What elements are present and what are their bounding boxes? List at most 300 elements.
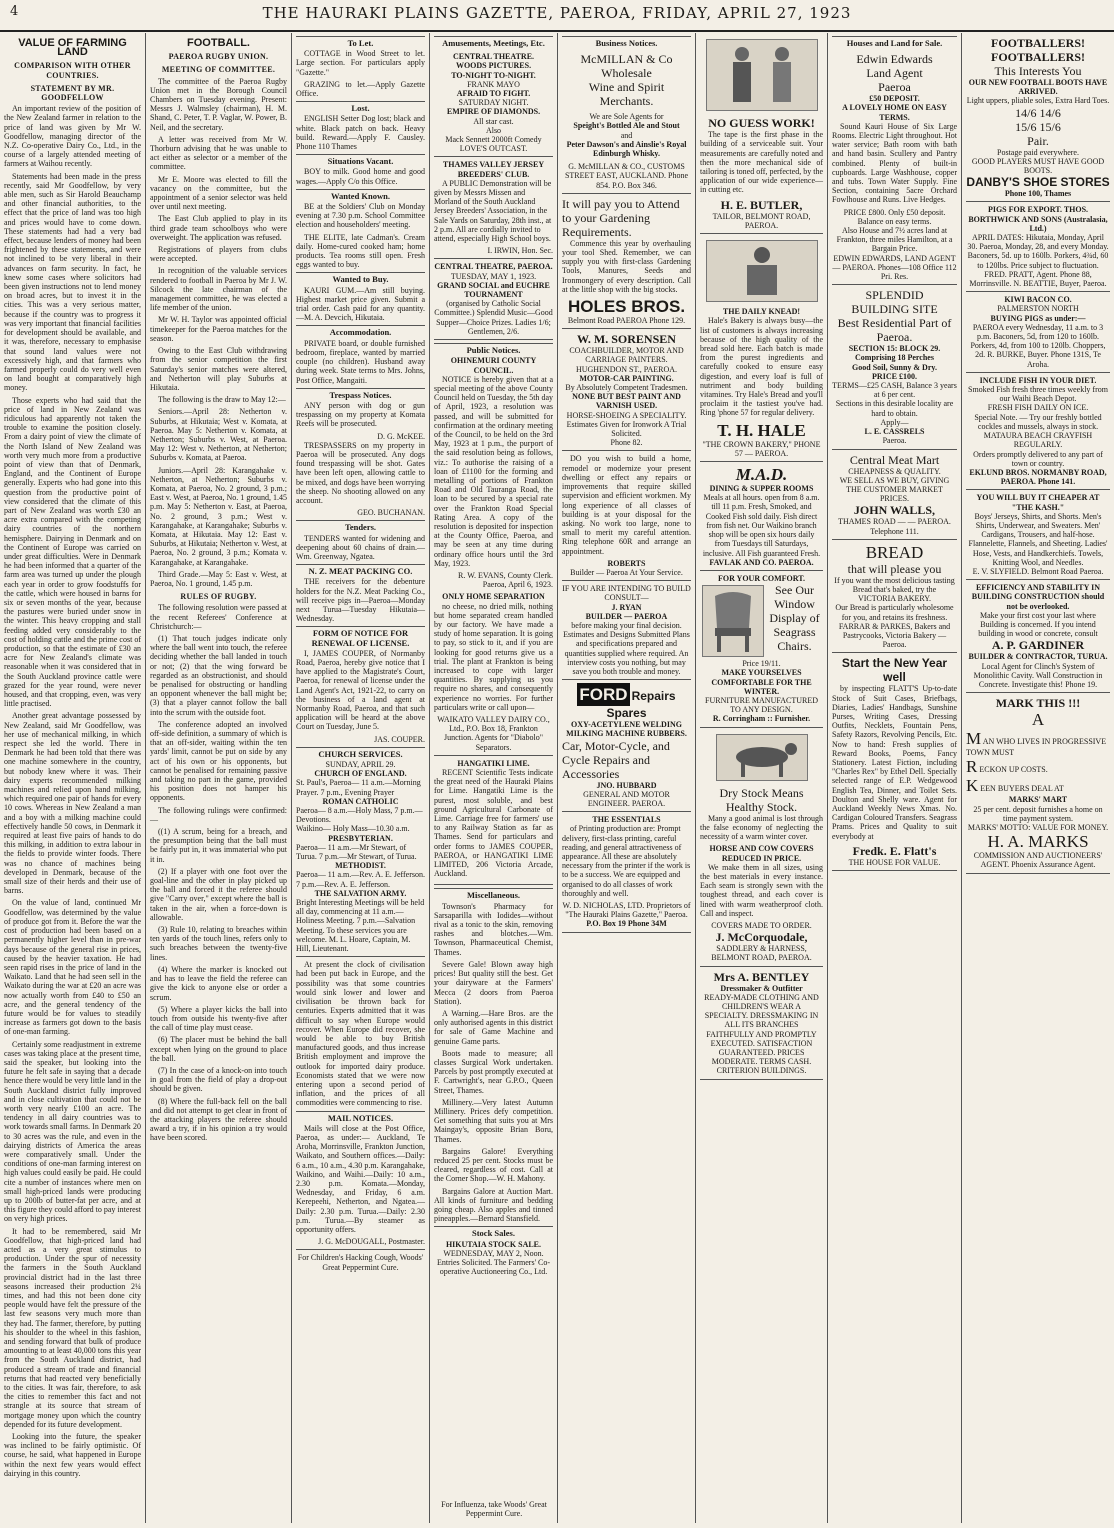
pictures-name: WOODS PICTURES. bbox=[455, 61, 532, 71]
edwards-ad bbox=[832, 49, 957, 285]
rules-subhead: RULES OF RUGBY. bbox=[180, 592, 257, 602]
houses-heading: Houses and Land for Sale. bbox=[832, 36, 957, 48]
separation-signature: WAIKATO VALLEY DAIRY CO., Ltd., P.O. Box 18, Frankton Junction. Agents for "Diabolo" Separators. bbox=[437, 715, 550, 752]
farming-subhead-2: STATEMENT BY MR. GOODFELLOW bbox=[30, 83, 115, 103]
church-date: SUNDAY, APRIL 29. bbox=[325, 760, 396, 770]
football-para: Juniors.—April 28: Karangahake v. Netherton, at Netherton; Suburbs v. Komata, at Paeroa, No. 2 ground, 3 p.m.; East v. West, at Paeroa, No. 1 ground, 1.45 p.m. May 5: Netherton v. East, at Paeroa, No. 2 ground, 3 p.m.; West v. Karangahake, at Karangahake; Suburbs v. Komata, at Hikutaia. May 12: East v. Suburbs, at Hikutaia; Netherton v. West, at Paeroa, No. 2 ground, 3 p.m.; Komata v. Karangahake, at Karangahake. bbox=[150, 465, 287, 567]
comfort-ad bbox=[700, 571, 823, 728]
gardiner-body: Local Agent for Clinch's System of Monolithic Cavity. Wall Construction in Concrete. Investigate this! Phone 19. bbox=[973, 661, 1103, 689]
film-line: Mack Sennett 2000ft Comedy LOVE'S OUTCAST. bbox=[445, 135, 542, 154]
bread-ad bbox=[832, 540, 957, 654]
kiwi-bacon-ad bbox=[966, 292, 1110, 373]
kash-body: Boys' Jerseys, Shirts, and Shorts. Men's Shirts, Underwear, and Sweaters. Men' Cardigans, Trousers, and half-hose. Flannelette, Flannels, and Sheeting. Ladies' Hose, Vests, and Handkerchiefs. Towels, Knitting Wool, and Needles. bbox=[968, 511, 1108, 567]
walls-name: JOHN WALLS, bbox=[853, 503, 936, 518]
covers-heading: HORSE AND COW COVERS REDUCED IN PRICE. bbox=[709, 844, 814, 863]
sorensen-line: MOTOR-CAR PAINTING. bbox=[579, 373, 674, 383]
farming-headline: VALUE OF FARMING LAND bbox=[18, 37, 127, 59]
dining-heading: DINING & SUPPER ROOMS bbox=[709, 484, 814, 494]
farming-para: It had to be remembered, said Mr Goodfellow, that high-priced land had acted as a very great stimulus to production. Under the spur of necessity the farmers in the South Auckland provincial district had in the last three seasons increased their production 2¼ times, and had this not been done city people would have felt the pressure of the last few seasons very much more than they had. The farmer, therefore, by putting his shoulder to the wheel in this fashion, and sending forward that bulk of produce amounting to at least 40,000 tons this year from the South Auckland district, had produced a stream of trade and financial returns that had reacted very beneficially to the cities. It was fair, therefore, to ask the cities to remember this fact and not strangle at its source that stream of mortgage money upon which the country depended for its future development. bbox=[4, 1226, 141, 1429]
ford-line: OXY-ACETYLENE WELDING bbox=[571, 720, 682, 730]
knead-body: Hale's Bakery is always busy—the list of customers is always increasing because of the high quality of the bread sold here. Each batch is made from the purest ingredients and carefully cooked to ensure easy digestion, and every loaf is full of nutriment and body building vitamines. Try Hale's Bread and you'll proclaim it the tastiest you've had. Ring 'phone 57 for regular delivery. bbox=[700, 316, 823, 418]
football-para: Owing to the East Club withdrawing from the senior competition the first Saturday's senior matches were altered, and Netherton will play Suburbs at Hikutaia. bbox=[150, 346, 287, 392]
soil: Good Soil, Sunny & Dry. bbox=[852, 362, 937, 372]
misc-ad: Townson's Pharmacy for Sarsaparilla with Iodides—without rival as a tonic to the skin, removing rashes and blotches.—Wm. Townson, Pharmaceutical Chemist, Thames. bbox=[434, 901, 553, 957]
victoria-body: Our Bread is particularly wholesome for you, and retains its freshness. bbox=[835, 603, 954, 622]
farming-para: Statements had been made in the press recently, said Mr Goodfellow, by very able men, such as Sir Harold Beauchamp and other financial authorities, to the effect that the price of land was too high and prices would have to come down. These statements had had a very bad effect, because lenders of money had been frightened by these statements, and were not inclined to be very liberal in their advances on farm security. In fact, he knew some cases where solicitors had been given instructions not to lend money on broad acres, but to invest it in the cities. This was a very serious matter, because if the country was to progress it was very important that financial facilities for development should be available, and it was, therefore, necessary to emphasise that sound land values were not excessively high, and that farmers who farmed properly could do very well even on land bought at comparatively high money. bbox=[4, 171, 141, 393]
mail-signature: J. G. McDOUGALL, Postmaster. bbox=[318, 1237, 425, 1247]
ford-line: MILKING MACHINE RUBBERS. bbox=[566, 729, 687, 739]
boot-price: 15/6 bbox=[1039, 119, 1061, 134]
mcmillan-body: and bbox=[620, 130, 633, 140]
situations-heading: Situations Vacant. bbox=[296, 154, 425, 166]
farming-para: On the value of land, continued Mr Goodfellow, was determined by the value of produce got from it. Before the war the cost of production had been based on a permanently higher level than in pre-war days because of the general rise in prices, caused by the heavier taxation. He had seen rapid rises in the price of land in the Waikato. Land that he had seen sell in the Waikato during the war at £20 an acre was now actually worth from £40 to £50 an acre, and the general tendency of the future would be for values to steadily increase as farmers got down to the basis of one-man farming. bbox=[4, 898, 141, 1037]
pigs-heading: PIGS FOR EXPORT. THOS. BORTHWICK AND SONS (Australasia, Ltd.) bbox=[968, 205, 1108, 233]
council-heading: OHINEMURI COUNTY COUNCIL. bbox=[450, 356, 537, 375]
council-signature: R. W. EVANS, County Clerk. Paeroa, April 6, 1923. bbox=[458, 570, 553, 590]
apply: Apply— bbox=[880, 417, 909, 427]
football-subhead-2: MEETING OF COMMITTEE. bbox=[161, 65, 276, 75]
ford-repairs: Repairs Spares bbox=[606, 689, 676, 721]
chair-illustration bbox=[702, 585, 764, 657]
rules-para: The following resolution were passed at the recent Referees' Conference at Christchurch:— bbox=[150, 603, 287, 631]
mark-letter: R bbox=[966, 757, 978, 777]
edwards-line: Paeroa bbox=[878, 80, 911, 95]
column-ads-8 bbox=[962, 33, 1114, 1523]
kash-ad bbox=[966, 490, 1110, 580]
home-price: PRICE £800. Only £50 deposit. Balance on easy terms. bbox=[843, 207, 946, 226]
meat-mart-ad bbox=[832, 450, 957, 540]
home-heading: A LOVELY HOME ON EASY TERMS. bbox=[842, 103, 947, 122]
flatt-name: Fredk. E. Flatt's bbox=[852, 843, 937, 858]
mark-line bbox=[966, 776, 1110, 795]
cassrels: L. E. CASSRELS bbox=[864, 427, 925, 437]
ford-ad bbox=[562, 680, 691, 812]
kash-signature: E. V. SLYFIELD. Belmont Road Paeroa. bbox=[972, 566, 1104, 576]
hale-ad bbox=[700, 234, 823, 462]
masthead bbox=[0, 4, 1114, 30]
football-para: The committee of the Paeroa Rugby Union met in the Borough Council Chambers on Tuesday evening. Present: Messrs J. Walmsley (chairman), H. M. Shand, C. Peter, T. P. Vaglar, W. Power, B. Neil, and the secretary. bbox=[150, 76, 287, 132]
column-classifieds bbox=[292, 33, 430, 1523]
mark-line bbox=[966, 757, 1110, 776]
essentials-box: P.O. Box 19 Phone 34M bbox=[586, 919, 667, 929]
trespass-heading: Trespass Notices. bbox=[296, 388, 425, 400]
roberts-name: ROBERTS bbox=[607, 558, 646, 568]
mcmillan-body: We are Sole Agents for bbox=[589, 112, 664, 122]
flatt-ad bbox=[832, 653, 957, 871]
dining-body: Meals at all hours. open from 8 a.m. till 11 p.m. Fresh, Smoked, and Cooked Fish sold daily. Fish direct from fish net. Our Waikino branch shop will be open six hours daily from Tuesdays till Saturdays, inclusive. All Fish guaranteed Fresh. bbox=[702, 493, 821, 558]
theatre-ad bbox=[434, 49, 553, 157]
classified-ad: ENGLISH Setter Dog lost; black and white. Black patch on back. Heavy build. Reward.—Apply F. Causley. Phone 110 Thames bbox=[296, 114, 425, 152]
football-para: The following is the draw to May 12:— bbox=[158, 395, 286, 405]
church-service: Paeroa— 11 a.m.—Mr Stewart, of Turua. 7 p.m.—Mr Stewart, of Turua. bbox=[296, 842, 417, 862]
business-heading: Business Notices. bbox=[562, 36, 691, 48]
boots-prices bbox=[966, 106, 1110, 134]
saddlery-ad bbox=[700, 728, 823, 967]
knead-heading: THE DAILY KNEAD! bbox=[722, 307, 801, 317]
rules-para: (7) In the case of a knock-on into touch in goal from the field of play a drop-out should be given. bbox=[150, 1065, 287, 1094]
edwards-signature: EDWIN EDWARDS, LAND AGENT — PAEROA. Phones—108 Office 112 Pri. Res. bbox=[832, 253, 957, 282]
bentley-sub: Dressmaker & Outfitter bbox=[720, 983, 803, 993]
football-para: Registrations of players from clubs were accepted. bbox=[150, 245, 287, 264]
flatt-sub: THE HOUSE FOR VALUE. bbox=[848, 857, 941, 867]
lime-body: RECENT Scientific Tests indicate the great need of the Hauraki Plains for Lime. Hangatiki Lime is the purest, most soluble, and best ground Agricultural Carbonate of Lime. Carriage free for farmers' use to any Railway Station as far as Thames. Send for particulars and order forms to JAMES COUPER, PAEROA, or HANGATIKI LIME LIMITED, 206 Victoria Arcade, Auckland. bbox=[434, 768, 553, 879]
trespass-signature: D. G. McKEE. bbox=[377, 431, 425, 441]
misc-ad: Bargains Galore! Everything reduced 25 per cent. Stocks must be cleared, regardless of cost. Call at the Corner Shop.—W. H. Mahony. bbox=[434, 1146, 553, 1184]
sorensen-line: HORSE-SHOEING A SPECIALITY. bbox=[566, 410, 687, 420]
mark-sub: 25 per cent. deposit furnishes a home on time payment system. bbox=[973, 804, 1103, 823]
licence-signature: JAS. COUPER. bbox=[374, 734, 425, 744]
mark-text: EEN BUYERS DEAL AT bbox=[980, 784, 1064, 794]
mark-text: MARKS' MART bbox=[1008, 795, 1068, 805]
lost-heading: Lost. bbox=[296, 101, 425, 113]
rules-para: ((1) A scrum, being for a breach, and the presumption being that the ball must be fairly put in, it was immaterial who put it in. bbox=[150, 827, 287, 864]
interests: This Interests You bbox=[994, 64, 1082, 78]
horse-illustration bbox=[716, 734, 808, 781]
church-denomination: CHURCH OF ENGLAND. bbox=[314, 769, 407, 779]
jersey-ad bbox=[434, 157, 553, 259]
roberts-body: DO you wish to build a home, remodel or modernize your present dwelling or effect any repairs or improvements that require skilled supervision and efficient workmen. My long experience of all classes of building is at your disposal for the asking. No work too large, none to small to merit my careful attention. Ring telephone 60R and arrange an appointment. bbox=[562, 454, 691, 556]
football-para: Mr W. H. Taylor was appointed official timekeeper for the Paeroa matches for the season. bbox=[150, 315, 287, 343]
council-notice: NOTICE is hereby given that at a special meeting of the above County Council held on Tuesday, the 5th day of April, 1923, a resolution was passed, and will be submitted for confirmation at the ordinary meeting of the Council, to be held on the 3rd May, 1923 at 1 p.m., the purport of the said resolution being as follows, viz.: To authorise the raising of a loan of £1100 for the forming and metalling of portions of Frankton Road and Old Tauranga Road, the loan to be secured by a special rate over the Frankton Road Special Rating Area. A copy of the resolution is deposited for inspection at the County Office, Paeroa, and may be seen at any time during ordinary office hours until the 3rd May, 1923. bbox=[434, 374, 553, 568]
jersey-body: A PUBLIC Demonstration will be given by Messrs Missen and Morland of the South Auckland Jersey Breeders' Association, in the Sale Yards on Saturday, 28th inst., at 2 p.m. All are cordially invited to attend, especially High School boys. bbox=[434, 178, 552, 244]
bread-heading: BREAD bbox=[865, 542, 924, 562]
butler-sub: TAILOR, BELMONT ROAD, PAEROA. bbox=[712, 211, 811, 230]
edwards-line: Edwin Edwards bbox=[856, 52, 933, 67]
gardiner-ad bbox=[966, 580, 1110, 693]
football-para: Mr E. Moore was elected to fill the vacancy on the committee, but the appointment of a senior selector was held over until next meeting. bbox=[150, 174, 287, 212]
mcmillan-line: Merchants. bbox=[599, 94, 654, 109]
farming-para: Looking into the future, the speaker was inclined to be fairly optimistic. Of course, he said, what happened in Europe within the next few years would effect dairying in this country. bbox=[4, 1432, 141, 1478]
hubbard-sub: GENERAL AND MOTOR ENGINEER. PAEROA. bbox=[583, 789, 670, 808]
ford-services: Car, Motor-Cycle, and Cycle Repairs and Accessories bbox=[562, 738, 670, 781]
buying: BUYING PIGS as under:— bbox=[990, 313, 1086, 323]
column-ads-7 bbox=[828, 33, 962, 1523]
divider bbox=[296, 956, 425, 957]
church-service: Bright Interesting Meetings will be held all day, commencing at 11 a.m.—Holiness Meeting. 7 p.m.—Salvation Meeting. To these services you are welcome. M. L. Hoare, Captain, M. Hill, Lieutenant. bbox=[296, 898, 425, 954]
essentials-ad bbox=[562, 812, 691, 932]
licence-heading: FORM OF NOTICE FOR RENEWAL OF LICENSE. bbox=[296, 626, 425, 647]
efficiency-heading: EFFICIENCY AND STABILITY IN BUILDING CONSTRUCTION should not be overlooked. bbox=[971, 583, 1105, 611]
mcmillan-signature: G. McMILLAN & CO., CUSTOMS STREET EAST, AUCKLAND. Phone 854. P.O. Box 346. bbox=[564, 162, 689, 190]
film-line: FRANK MAYO bbox=[467, 79, 520, 89]
ryan-ad bbox=[562, 581, 691, 680]
football-para: A letter was received from Mr W. Thorburn advising that he was unable to act either as selector or a member of the committee. bbox=[150, 134, 287, 172]
misc-ad: A Warning.—Hare Bros. are the only authorised agents in this district for sale of Game Machine and genuine Game parts. bbox=[434, 1008, 553, 1046]
footballers: FOOTBALLERS! bbox=[990, 50, 1086, 64]
mail-notice: Mails will close at the Post Office, Paeroa, as under:— Auckland, Te Aroha, Morrinsville, Frankton Junction, Waikato, and Southern offices.—Daily: 6 a.m., 10 a.m., 4.30 p.m. Karangahake, Waikino, and Waihi.—Daily: 10 a.m., 2.30 p.m. Komata.—Monday, Wednesday, and Friday, 6 a.m. Kerepeehi, Netherton, and Ngatea.—Daily: 2.30 p.m. Turua.—Daily: 2.30 p.m. Turua.—By steamer as opportunity offers. bbox=[296, 1123, 425, 1234]
church-service: Waikino— Holy Mass—10.30 a.m. bbox=[296, 824, 410, 834]
stock-heading: Stock Sales. bbox=[434, 1226, 553, 1238]
victoria-bakery: VICTORIA BAKERY. bbox=[857, 594, 932, 604]
civilisation-para: At present the clock of civilisation had been put back in Europe, and the possibility was that some countries would sink lower and lower and civilisation be thrown back for centuries. Experts admitted that it was difficult to say when Europe would recover. When Europe did recover, she would be able to buy British manufactured goods, and thus increase British employment and improve the outlook for imported dairy produce. Economists stated that we were now entering upon a second period of inflation, and the prices of all commodities were commencing to rise. bbox=[296, 960, 425, 1108]
church-heading: CHURCH SERVICES. bbox=[296, 747, 425, 759]
farrar: FARRAR & PARKES, Bakers and Pastrycooks, Victoria Bakery — Paeroa. bbox=[838, 621, 951, 650]
dining-signature: FAVLAK AND CO. PAEROA. bbox=[709, 557, 814, 567]
comfort-heading: FOR YOUR COMFORT. bbox=[717, 573, 806, 583]
comfort-line: FURNITURE MANUFACTURED TO ANY DESIGN. bbox=[705, 695, 818, 715]
church-denomination: PRESBYTERIAN. bbox=[328, 833, 393, 843]
rules-para: The conference adopted an involved off-side definition, a summary of which is that an off-sider, waiting within the ten yards' limit, cannot be put on side by any act of his own or his opponents, but cannot be penalised for remaining passive and taking no part in the game, provided his position does not hamper his opponents. bbox=[150, 719, 287, 803]
mcmillan-line: Wholesale bbox=[601, 66, 652, 81]
masthead-rule bbox=[0, 30, 1114, 32]
classified-ad: TENDERS wanted for widening and deepening about 60 chains of drain.—Wm. Greenway, Ngatea. bbox=[296, 533, 425, 561]
essentials-body: of Printing production are: Prompt delivery, first-class printing, careful reading, and general attractiveness of appearance. All these are absolutely necessary from the printer if the work is to be a success. We are equipped and organised to do all classes of work thoroughly and well. bbox=[562, 824, 691, 898]
misc-ad: Millinery.—Very latest Autumn Millinery. Prices defy competition. Get something that suits you at Mrs Maingay's, opposite Brian Boru, Thames. bbox=[434, 1097, 553, 1144]
influenza-ad: For Influenza, take Woods' Great Peppermint Cure. bbox=[434, 1500, 554, 1518]
mccorquodale-sub: SADDLERY & HARNESS, BELMONT ROAD, PAEROA. bbox=[711, 944, 812, 963]
stock-body: Entries Solicited. The Farmers' Co-operative Auctioneering Co., Ltd. bbox=[436, 1257, 551, 1277]
bentley-name: Mrs A. BENTLEY bbox=[713, 969, 810, 984]
classified-ad: GRAZING to let.—Apply Gazette Office. bbox=[296, 79, 425, 99]
sorensen-name: W. M. SORENSEN bbox=[577, 332, 676, 347]
stock-sale: HIKUTAIA STOCK SALE. bbox=[445, 1239, 542, 1249]
misc-ad: Severe Gale! Blown away high prices! But quality still the best. Get your dairyware at the Farmers' Mecca (2 doors from Paeroa Station). bbox=[434, 959, 553, 1006]
butler-body: The tape is the first phase in the building of a serviceable suit. Your measurements are carefully noted and then the more mechanical side of tailoring is toned off, perfected, by the application of our wide experience—in cutting etc. bbox=[700, 130, 823, 195]
separation-ad bbox=[434, 589, 553, 755]
marks-name: H. A. MARKS bbox=[987, 832, 1089, 852]
euchre-body: (organised by Catholic Social Committee.) Splendid Music—Good Supper—Choice Prizes. Ladies 1/6; Gentlemen, 2/6. bbox=[434, 299, 553, 336]
tolet-heading: To Let. bbox=[296, 36, 425, 48]
church-denomination: THE SALVATION ARMY. bbox=[314, 888, 407, 898]
separation-body: no cheese, no dried milk, nothing but home separated cream handled by our factory. We have made a study of home separation. It is going to pay, so stick to it, and if you are looking for good returns give us a trial. The plant at Frankton is being increased to cope with larger quantities. By supplying us you require no shares, and consequently experience no worries. For further particulars write or call upon— bbox=[434, 601, 553, 712]
lime-heading: HANGATIKI LIME. bbox=[457, 758, 530, 768]
classified-ad: ANY person with dog or gun trespassing on my property at Komata Reefs will be prosecuted. bbox=[296, 400, 425, 429]
sorensen-line: Phone 82. bbox=[610, 438, 643, 448]
public-notices-heading: Public Notices. bbox=[434, 343, 553, 355]
film-line: AFRAID TO FIGHT. bbox=[456, 89, 531, 99]
mcmillan-body: Peter Dawson's and Ainslie's Royal Edinburgh Whisky. bbox=[566, 139, 687, 159]
baker-illustration bbox=[706, 240, 818, 302]
butler-name: H. E. BUTLER, bbox=[720, 197, 803, 212]
football-para: In recognition of the valuable services rendered to football in Paeroa by Mr J. W. Silcock the late chairman of the management committee, he was elected a life member of the union. bbox=[150, 266, 287, 313]
mark-line bbox=[966, 729, 1110, 757]
sorensen-line: NONE BUT BEST PAINT AND VARNISH USED. bbox=[572, 392, 681, 411]
church-service: St. Paul's, Paeroa— 11 a.m.—Morning Prayer. 7 p.m., Evening Prayer bbox=[296, 778, 421, 797]
bentley-ad bbox=[700, 967, 823, 1080]
ryan-heading: IF YOU ARE INTENDING TO BUILD CONSULT— bbox=[562, 584, 691, 603]
church-denomination: METHODIST. bbox=[335, 861, 386, 871]
farming-para: An important review of the position of the New Zealand farmer in relation to the price of land was given by Mr W. Goodfellow, managing director of the N.Z. Co-operative Dairy Co., Ltd., in the course of a largely attended meeting of farmers at Waihou recently. bbox=[4, 104, 141, 169]
section-sub: Comprising 18 Perches bbox=[855, 353, 934, 363]
site-price: PRICE £100. bbox=[872, 371, 917, 381]
holes-heading: It will pay you to Attend to your Gardening Requirements. bbox=[562, 196, 680, 239]
fish-notice: Special Note. — Try our freshly bottled cockles and mussels, always in stock. bbox=[974, 412, 1102, 431]
tonight: TO-NIGHT TO-NIGHT. bbox=[451, 70, 536, 80]
classified-ad: KAURI GUM.—Am still buying. Highest market price given. Submit a trial order. Cash paid for any quantity.—M. A. Devcich, Hikutaia. bbox=[296, 285, 425, 323]
farming-para: Certainly some readjustment in extreme cases was taking place at the present time, said the speaker, but looking into the future he felt safe in saying that a decade hence there would be very little land in the South Auckland district fully improved and in close cultivation that could not be worth very nearly £100 an acre. The tendency in all dairy countries was to work towards small farms. In Denmark 20 to 30 acres was the rule, and even in the dairying districts of America the areas were comparatively small. Under the conditions of one-man farming interest on high values could easily be paid. He could cite a number of instances where men on small high-priced lands were producing up to 200lb of butter-fat per acre, and at this figure they could afford to pay interest on very high prices. bbox=[4, 1039, 141, 1224]
drystock-heading: Dry Stock Means Healthy Stock. bbox=[719, 785, 804, 814]
holes-ad bbox=[562, 194, 691, 329]
also: Also House and 7½ acres land at Frankton, three miles Hamilton, at a Bargain Price. bbox=[836, 226, 953, 254]
postage: Postage paid everywhere. bbox=[997, 147, 1079, 157]
comfort-body: See Our Window Display of Seagrass Chairs. bbox=[769, 583, 820, 654]
comfort-line: MAKE YOURSELVES COMFORTABLE FOR THE WINTER. bbox=[711, 668, 812, 696]
football-boots-ad bbox=[966, 33, 1110, 202]
mark-text: ECKON UP COSTS. bbox=[979, 765, 1048, 775]
column-ads-6 bbox=[696, 33, 828, 1523]
bread-subheading: that will please you bbox=[847, 561, 942, 576]
bread-body: If you want the most delicious tasting Bread that's baked, try the bbox=[834, 575, 955, 594]
hubbard-name: JNO. HUBBARD bbox=[596, 780, 657, 790]
sorensen-body: COACHBUILDER, MOTOR AND CARRIAGE PAINTERS. HUGHENDON ST., PAEROA. bbox=[569, 346, 684, 374]
film-line: Also bbox=[485, 125, 502, 135]
classified-ad: THE receivers for the debenture holders for the N.Z. Meat Packing Co., will receive pigs in—Paeroa—Monday next Turua—Tuesday Hikutaia—Wednesday. bbox=[296, 577, 425, 624]
church-service: Paeroa— 8 a.m.—Holy Mass, 7 p.m.—Devotions. bbox=[296, 806, 423, 825]
building-site-ad bbox=[832, 285, 957, 449]
church-service: Paeroa— 11 a.m.—Rev. A. E. Jefferson. 7 p.m.—Rev. A. E. Jefferson. bbox=[296, 870, 426, 889]
covers-body: We make them in all sizes, using the best materials in every instance. Each seam is strongly sewn with the toughest thread, and each cover is lined with warm weatherproof cloth. Call and inspect. bbox=[700, 862, 823, 918]
essentials-signature: W. D. NICHOLAS, LTD. Proprietors of "The Hauraki Plains Gazette," Paeroa. bbox=[562, 901, 691, 920]
football-para: Seniors.—April 28: Netherton v. Suburbs, at Hikutaia; West v. Komata, at Paeroa. May 5: Netherton v. Komata, at Netherton; Suburbs v. West, at Paeroa. May 12: West v. Netherton, at Netherton; Suburbs v. Komata, at Paeroa. bbox=[150, 407, 287, 463]
fish-ad bbox=[966, 373, 1110, 490]
meat-heading: Central Meat Mart bbox=[849, 452, 940, 467]
farming-body bbox=[4, 104, 141, 1478]
ryan-name: J. RYAN bbox=[611, 602, 642, 612]
holes-name: HOLES BROS. bbox=[567, 297, 686, 317]
column-amusements bbox=[430, 33, 558, 1523]
walls-sub: THAMES ROAD — — PAEROA. Telephone 111. bbox=[838, 517, 951, 536]
good-players: GOOD PLAYERS MUST HAVE GOOD BOOTS. bbox=[971, 156, 1105, 176]
wanted-known-heading: Wanted Known. bbox=[296, 189, 425, 201]
classified-ad: COTTAGE in Wood Street to let. Large section. For particulars apply "Gazette." bbox=[296, 49, 425, 77]
eklund: EKLUND BROS. NORMANBY ROAD, PAEROA. Phone 141. bbox=[969, 467, 1107, 487]
boot-price: 14/6 bbox=[1039, 105, 1061, 120]
accommodation-heading: Accommodation. bbox=[296, 325, 425, 337]
football-para: The East Club applied to play in its third grade team schoolboys who were overweight. The application was refused. bbox=[150, 214, 287, 242]
mail-heading: MAIL NOTICES. bbox=[296, 1111, 425, 1123]
euchre-venue: CENTRAL THEATRE, PAEROA. bbox=[434, 262, 553, 272]
fish-heading: INCLUDE FISH IN YOUR DIET. bbox=[979, 375, 1097, 385]
euchre-date: TUESDAY, MAY 1, 1923. bbox=[450, 271, 537, 281]
mccorquodale: J. McCorquodale, bbox=[715, 930, 808, 945]
pigs-ad bbox=[966, 202, 1110, 292]
meat-body: WE SELL AS WE BUY, GIVING THE CUSTOMER MARKET PRICES. bbox=[839, 475, 950, 504]
mark-letter: M bbox=[966, 729, 982, 749]
kiwi-sub: PALMERSTON NORTH bbox=[997, 304, 1079, 314]
meat-sub: CHEAPNESS & QUALITY. bbox=[848, 466, 941, 476]
section: SECTION 15: BLOCK 29. bbox=[848, 344, 941, 354]
misc-ad: Bargains Galore at Auction Mart. All kinds of furniture and bedding going cheap. Also apples and tinned pineapples.—Bernard Stansfield. bbox=[434, 1186, 553, 1224]
football-headline: FOOTBALL. bbox=[187, 37, 250, 49]
danby: DANBY'S SHOE STORES bbox=[966, 175, 1110, 190]
boots-sub: Light uppers, pliable soles, Extra Hard Toes. bbox=[966, 96, 1110, 106]
holes-address: Belmont Road PAEROA Phone 129. bbox=[567, 316, 686, 326]
deposit: £50 DEPOSIT. bbox=[869, 94, 920, 104]
sorensen-ad bbox=[562, 329, 691, 451]
buying-body: PAEROA every Wednesday, 11 a.m. to 3 p.m. Baconers, 5d, from 120 to 160lb. Porkers, 4d, from 100 to 120lb. Choppers, 2d. R. BURKE, Buyer. Phone 131S, Te Aroha. bbox=[970, 322, 1106, 369]
tailor-illustration bbox=[706, 39, 818, 111]
hale-sub: "THE CROWN BAKERY," PHONE 57 — PAEROA. bbox=[702, 439, 821, 458]
lime-ad bbox=[434, 756, 553, 886]
crayfish: MATAURA BEACH CRAYFISH REGULARLY. bbox=[983, 431, 1093, 450]
cassrels-sub: Paeroa. bbox=[882, 436, 907, 446]
cough-ad: For Children's Hacking Cough, Woods' Great Peppermint Cure. bbox=[297, 1253, 424, 1272]
film-line: SATURDAY NIGHT. bbox=[458, 98, 529, 108]
mark-letter: A bbox=[1031, 710, 1045, 730]
film-line: All star cast. bbox=[473, 116, 514, 126]
divider bbox=[296, 1249, 425, 1250]
site-line: SPLENDID bbox=[865, 288, 924, 303]
farming-para: Another great advantage possessed by New Zealand, said Mr Goodfellow, was her use of mechanical milking, in which respect she led the world. There in Denmark he had been told that there was one machine somewhere in the country, but nobody knew where it was. Their dairy experts recommended milking machines and relied upon hand milking, which required one pair of hands for every 10 cows. Whereas in New Zealand a man and a boy with a milking machine could effectively handle 50 cows, in Denmark it required at least five pairs of hands to do this milking, in addition to extra labour in the fields to provide winter foods. There was no chance of machines being developed in Denmark, because of the small size of their herds and their use of barns. bbox=[4, 711, 141, 896]
marks-sub: COMMISSION AND AUCTIONEERS' AGENT. Phoenix Assurance Agent. bbox=[973, 851, 1103, 870]
ryan-body: before making your final decision. Estimates and Designs Submitted Plans and specifications prepared and quantities supplied where required. An interview costs you nothing, but may save you both trouble and money. bbox=[563, 620, 690, 676]
mark-text: AN WHO LIVES IN PROGRESSIVE TOWN MUST bbox=[966, 737, 1107, 758]
euchre-title: GRAND SOCIAL and EUCHRE TOURNAMENT bbox=[437, 280, 550, 300]
football-para: Third Grade.—May 5: East v. West, at Paeroa, No. 1 ground, 1.45 p.m. bbox=[150, 569, 287, 588]
misc-ad: Boots made to measure; all classes Surgical Work undertaken. Parcels by post promptly executed at F. Cartwright's, near G.P.O., Queen Street, Thames. bbox=[434, 1048, 553, 1095]
drystock-body: Many a good animal is lost through the false economy of neglecting the necessity of a warm winter cover. bbox=[700, 813, 823, 842]
ryan-sub: BUILDER — PAEROA bbox=[585, 611, 668, 621]
sorensen-line: Estimates Given for Ironwork A Trial Solicited. bbox=[566, 419, 687, 439]
efficiency-body: Make your first cost your last where Building is concerned. If you intend building in wood or concrete, consult bbox=[978, 610, 1098, 639]
wanted-buy-heading: Wanted to Buy. bbox=[296, 272, 425, 284]
football-subhead: PAEROA RUGBY UNION. bbox=[168, 52, 269, 62]
masthead-title: THE HAURAKI PLAINS GAZETTE, PAEROA, FRIDAY, APRIL 27, 1923 bbox=[262, 4, 852, 22]
film-line: EMPIRE OF DIAMONDS. bbox=[446, 107, 541, 117]
home-body: Sound Kauri House of Six Large Rooms. Electric Light throughout. Hot water service; Bath room with bath and hand basin. Scullery and Pantry combined. Plenty of built-in cupboards. Large Washhouse, copper and tubs. Town Water Supply. Fine Section, containing 5acre Orchard Fowlhouse and Runs. Live Hedges. bbox=[832, 121, 957, 205]
chair-price: Price 19/11. bbox=[742, 659, 781, 669]
bentley-body: READY-MADE CLOTHING AND CHILDREN'S WEAR A SPECIALTY. DRESSMAKING IN ALL ITS BRANCHES FAITHFULLY AND PROMPTLY EXECUTED. SATISFACTION GUARANTEED. PRICES MODERATE. TERMS CASH. CRITERION BUILDINGS. bbox=[704, 992, 819, 1076]
butler-ad bbox=[700, 33, 823, 234]
farming-subhead: COMPARISON WITH OTHER COUNTRIES. bbox=[14, 61, 131, 80]
jersey-heading: THAMES VALLEY JERSEY BREEDERS' CLUB. bbox=[442, 160, 545, 179]
rules-para: (1) That touch judges indicate only where the ball went into touch, the referee deciding whether the ball landed in touch or not; (2) that the wing forward be regarded as an obstructionist, and should be penalised for obstructing or handling an opponent whenever the ball might be; (3) that a player cannot follow the ball into the scrum with the outside foot. bbox=[150, 633, 287, 717]
misc-heading: Miscellaneous. bbox=[434, 888, 553, 900]
mcmillan-ad bbox=[562, 49, 691, 194]
column-farming bbox=[0, 33, 146, 1523]
classified-ad: TRESPASSERS on my property in Paeroa will be prosecuted. Any dogs found trespassing will be shot. Gates have been left open, allowing cattle to be mixed, and dogs have been worrying the sheep. No shooting allowed on any account. bbox=[296, 440, 425, 505]
boot-price: 14/6 bbox=[1015, 105, 1037, 120]
tenders-heading: Tenders. bbox=[296, 520, 425, 532]
new-year-body: by inspecting FLATT'S Up-to-date Stock of Suit Cases, Briefbags, Diaries, Ladies' Handbags, Sunshine Purses, Writing Cases, Dressing Outfits, Necklets, Fountain Pens, Safety Razors, Revolving Pencils, Etc. Now to hand: Fresh supplies of Reward Books, Poems, Fancy Stationery. Latest Fiction, including "Charles Rex" by Ethel Dell. Specially selected range of E.P. Wedgewood English Tea, Dinner, and Toilet Sets. Doulton and Shelly ware. Agent for Auckland Weekly News Xmas. No. Cardigan Coloured Transfers. Seagrass Prams. Prices and Quality to suit everybody at bbox=[832, 684, 957, 841]
site-line: Best Residential Part of Paeroa. bbox=[837, 316, 952, 345]
pair: Pair. bbox=[1027, 133, 1049, 148]
roberts-ad bbox=[562, 451, 691, 581]
sorensen-line: By Absolutely Competent Tradesmen. bbox=[565, 383, 688, 393]
kiwi-heading: KIWI BACON CO. bbox=[1004, 295, 1072, 305]
euchre-ad bbox=[434, 259, 553, 340]
hale-name: T. H. HALE bbox=[717, 420, 806, 440]
meat-packing-heading: N. Z. MEAT PACKING CO. bbox=[296, 564, 425, 576]
separation-heading: ONLY HOME SEPARATION bbox=[442, 592, 545, 602]
site-terms: TERMS—£25 CASH, Balance 3 years at 6 per cent. bbox=[832, 381, 957, 400]
rules-para: (5) Where a player kicks the ball into touch from outside his twenty-five after the call of time play must cease. bbox=[150, 1004, 287, 1033]
rules-para: (6) The placer must be behind the ball except when lying on the ground to place the ball. bbox=[150, 1035, 287, 1063]
edwards-line: Land Agent bbox=[866, 66, 923, 81]
boots-heading: OUR NEW FOOTBALL BOOTS HAVE ARRIVED. bbox=[968, 78, 1108, 97]
boot-price: 15/6 bbox=[1015, 119, 1037, 134]
essentials-heading: THE ESSENTIALS bbox=[592, 815, 661, 825]
gardiner-name: A. P. GARDINER bbox=[991, 638, 1085, 653]
site-line: BUILDING SITE bbox=[851, 302, 938, 317]
mcmillan-body: Speight's Bottled Ale and Stout bbox=[573, 121, 680, 131]
butler-heading: NO GUESS WORK! bbox=[708, 116, 815, 131]
footballers: FOOTBALLERS! bbox=[990, 36, 1086, 50]
theatre-name: CENTRAL THEATRE. bbox=[452, 52, 535, 62]
classified-ad: BE at the Soldiers' Club on Monday evening at 7.30 p.m. School Committee election and householders' meeting. bbox=[296, 202, 425, 230]
orders: Orders promptly delivered to any part of town or country. bbox=[973, 449, 1103, 468]
farming-para: Those experts who had said that the price of land in New Zealand was ridiculous had apparently not taken the trouble to examine the position closely. From a dairy point of view the climate of the North Island of New Zealand was worth very much more from a productive point of view than that of Denmark, England, and the Continent of Europe generally. Experts who had gone into this question from the productive point of view considered that the climate of this part of New Zealand was worth £30 an acre extra compared with the competing dairy countries of the northern hemisphere. Dairying in Denmark and on the Continent of Europe was carried on under great difficulties. Were in Denmark he had been informed that a quarter of the farm area was turned up under the plough each year in order to grow foodstuffs for the cattle, which were housed in barns for six or seven months of the year, because the pastures were buried under snow in the winter. This heavy cropping and stall feeding added very considerably to the cost of holding cattle and the prime cost of production, so that the estimate of £30 an acre for New Zealand's climate was reasonable when it was considered that in the South Auckland province cattle were grazed for the year round, were never housed, and that cropping, even, was very little practised. bbox=[4, 395, 141, 709]
rules-para: (4) Where the marker is knocked out and has to leave the field the referee can give the kick to anyone else or order a scrum. bbox=[150, 964, 287, 1002]
mad-logo: M.A.D. bbox=[735, 465, 788, 485]
rules-para: (8) Where the full-back fell on the ball and did not attempt to get clear in front of the attacking players the referee should award a try, if in his opinion a try would have been scored. bbox=[150, 1096, 287, 1143]
mark-letter: K bbox=[966, 776, 979, 796]
rules-para: (2) If a player with one foot over the goal-line and the other in play picked up the ball and forced it the referee should give "Carry over," except where the ball is taken in the air, when a force-down is allowable. bbox=[150, 866, 287, 922]
marks-ad bbox=[966, 693, 1110, 873]
rules-para: The following rulings were confirmed:— bbox=[150, 805, 287, 824]
dining-ad bbox=[700, 462, 823, 571]
classified-ad: I, JAMES COUPER, of Normanby Road, Paeroa, hereby give notice that I have applied to the Magistrate's Court, Paeroa, for renewal of license under the Land Agent's Act, 1921-22, to carry on the business of a land agent at Normanby Road, Paeroa, and that such application will be heard at the above Court on Tuesday, June 5. bbox=[296, 648, 425, 732]
